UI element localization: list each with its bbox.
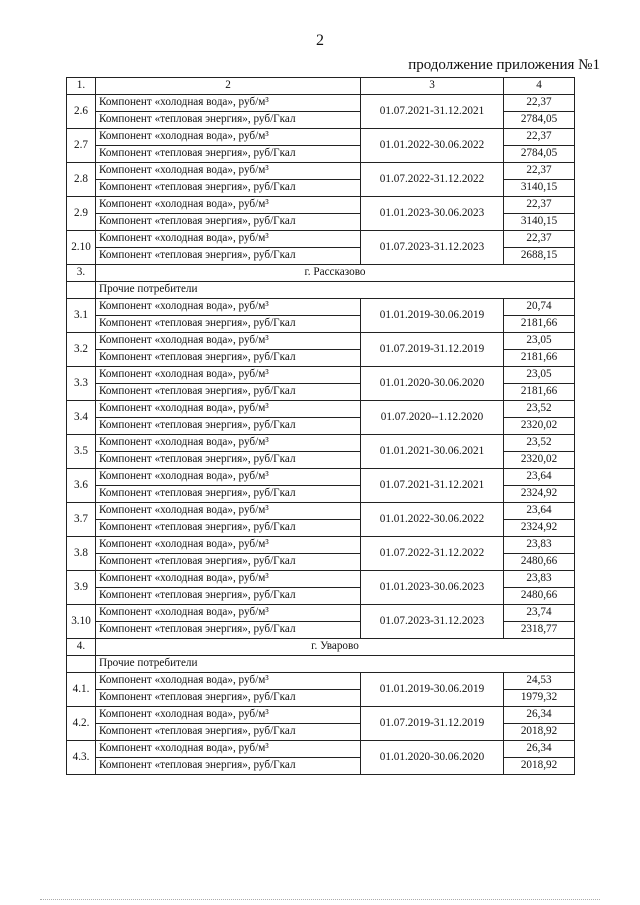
- heat-energy-value: 2018,92: [504, 724, 575, 741]
- cold-water-value: 20,74: [504, 299, 575, 316]
- heat-energy-label: Компонент «тепловая энергия», руб/Гкал: [96, 520, 361, 537]
- cold-water-value: 23,83: [504, 571, 575, 588]
- period: 01.07.2023-31.12.2023: [361, 605, 504, 639]
- cold-water-value: 22,37: [504, 197, 575, 214]
- period: 01.01.2021-30.06.2021: [361, 435, 504, 469]
- empty-cell: [67, 656, 96, 673]
- section-row: [67, 639, 575, 656]
- tariff-row-cold-water: [67, 367, 575, 384]
- tariff-row-cold-water: [67, 129, 575, 146]
- heat-energy-label: Компонент «тепловая энергия», руб/Гкал: [96, 248, 361, 265]
- heat-energy-value: 2320,02: [504, 452, 575, 469]
- heat-energy-value: 2324,92: [504, 520, 575, 537]
- item-number: 3.4: [67, 401, 96, 435]
- cold-water-label: Компонент «холодная вода», руб/м³: [96, 741, 361, 758]
- item-number: 3.10: [67, 605, 96, 639]
- cold-water-value: 23,64: [504, 469, 575, 486]
- page-number: 2: [316, 32, 324, 49]
- cold-water-label: Компонент «холодная вода», руб/м³: [96, 299, 361, 316]
- cold-water-label: Компонент «холодная вода», руб/м³: [96, 673, 361, 690]
- heat-energy-value: 1979,32: [504, 690, 575, 707]
- heat-energy-label: Компонент «тепловая энергия», руб/Гкал: [96, 350, 361, 367]
- section-number: 4.: [67, 639, 96, 656]
- period: 01.01.2019-30.06.2019: [361, 673, 504, 707]
- empty-cell: [67, 282, 96, 299]
- heat-energy-label: Компонент «тепловая энергия», руб/Гкал: [96, 758, 361, 775]
- cold-water-label: Компонент «холодная вода», руб/м³: [96, 571, 361, 588]
- tariff-table: [66, 77, 575, 775]
- item-number: 2.7: [67, 129, 96, 163]
- cold-water-label: Компонент «холодная вода», руб/м³: [96, 95, 361, 112]
- tariff-row-cold-water: [67, 605, 575, 622]
- heat-energy-label: Компонент «тепловая энергия», руб/Гкал: [96, 486, 361, 503]
- tariff-table-body: [67, 78, 575, 775]
- heat-energy-label: Компонент «тепловая энергия», руб/Гкал: [96, 724, 361, 741]
- cold-water-label: Компонент «холодная вода», руб/м³: [96, 605, 361, 622]
- heat-energy-value: 2018,92: [504, 758, 575, 775]
- period: 01.01.2020-30.06.2020: [361, 367, 504, 401]
- heat-energy-value: 3140,15: [504, 214, 575, 231]
- tariff-row-cold-water: [67, 231, 575, 248]
- cold-water-value: 23,05: [504, 367, 575, 384]
- item-number: 4.3.: [67, 741, 96, 775]
- tariff-row-cold-water: [67, 163, 575, 180]
- tariff-row-cold-water: [67, 673, 575, 690]
- cold-water-label: Компонент «холодная вода», руб/м³: [96, 435, 361, 452]
- appendix-continuation-heading: продолжение приложения №1: [408, 57, 600, 73]
- heat-energy-value: 2784,05: [504, 146, 575, 163]
- header-col-4: 4: [504, 78, 575, 95]
- heat-energy-label: Компонент «тепловая энергия», руб/Гкал: [96, 690, 361, 707]
- cold-water-label: Компонент «холодная вода», руб/м³: [96, 163, 361, 180]
- tariff-row-cold-water: [67, 537, 575, 554]
- cold-water-value: 23,52: [504, 401, 575, 418]
- tariff-row-cold-water: [67, 299, 575, 316]
- heat-energy-label: Компонент «тепловая энергия», руб/Гкал: [96, 316, 361, 333]
- tariff-row-cold-water: [67, 401, 575, 418]
- cold-water-label: Компонент «холодная вода», руб/м³: [96, 333, 361, 350]
- item-number: 2.10: [67, 231, 96, 265]
- period: 01.01.2023-30.06.2023: [361, 571, 504, 605]
- heat-energy-value: 2480,66: [504, 588, 575, 605]
- header-col-2: 2: [96, 78, 361, 95]
- period: 01.07.2019-31.12.2019: [361, 333, 504, 367]
- header-col-3: 3: [361, 78, 504, 95]
- item-number: 2.9: [67, 197, 96, 231]
- heat-energy-label: Компонент «тепловая энергия», руб/Гкал: [96, 384, 361, 401]
- tariff-row-cold-water: [67, 197, 575, 214]
- item-number: 2.8: [67, 163, 96, 197]
- period: 01.07.2023-31.12.2023: [361, 231, 504, 265]
- cold-water-value: 23,74: [504, 605, 575, 622]
- tariff-row-cold-water: [67, 469, 575, 486]
- item-number: 3.6: [67, 469, 96, 503]
- item-number: 3.1: [67, 299, 96, 333]
- item-number: 3.3: [67, 367, 96, 401]
- heat-energy-value: 2324,92: [504, 486, 575, 503]
- period: 01.07.2022-31.12.2022: [361, 163, 504, 197]
- period: 01.01.2022-30.06.2022: [361, 503, 504, 537]
- heat-energy-label: Компонент «тепловая энергия», руб/Гкал: [96, 418, 361, 435]
- item-number: 4.1.: [67, 673, 96, 707]
- header-col-1: 1.: [67, 78, 96, 95]
- section-row: [67, 265, 575, 282]
- cold-water-value: 22,37: [504, 129, 575, 146]
- consumer-category-row: [67, 282, 575, 299]
- heat-energy-label: Компонент «тепловая энергия», руб/Гкал: [96, 622, 361, 639]
- cold-water-label: Компонент «холодная вода», руб/м³: [96, 401, 361, 418]
- city-name: г. Рассказово: [96, 265, 575, 282]
- cold-water-label: Компонент «холодная вода», руб/м³: [96, 197, 361, 214]
- period: 01.01.2019-30.06.2019: [361, 299, 504, 333]
- tariff-row-cold-water: [67, 503, 575, 520]
- heat-energy-value: 2784,05: [504, 112, 575, 129]
- cold-water-value: 23,83: [504, 537, 575, 554]
- item-number: 4.2.: [67, 707, 96, 741]
- heat-energy-value: 2181,66: [504, 316, 575, 333]
- period: 01.07.2021-31.12.2021: [361, 469, 504, 503]
- cold-water-value: 26,34: [504, 707, 575, 724]
- heat-energy-value: 2181,66: [504, 384, 575, 401]
- consumer-category-row: [67, 656, 575, 673]
- cold-water-label: Компонент «холодная вода», руб/м³: [96, 367, 361, 384]
- consumer-category: Прочие потребители: [96, 282, 575, 299]
- cold-water-value: 22,37: [504, 231, 575, 248]
- heat-energy-label: Компонент «тепловая энергия», руб/Гкал: [96, 214, 361, 231]
- item-number: 2.6: [67, 95, 96, 129]
- heat-energy-label: Компонент «тепловая энергия», руб/Гкал: [96, 180, 361, 197]
- item-number: 3.8: [67, 537, 96, 571]
- period: 01.01.2022-30.06.2022: [361, 129, 504, 163]
- heat-energy-value: 2318,77: [504, 622, 575, 639]
- period: 01.07.2020--1.12.2020: [361, 401, 504, 435]
- period: 01.01.2023-30.06.2023: [361, 197, 504, 231]
- cold-water-label: Компонент «холодная вода», руб/м³: [96, 503, 361, 520]
- period: 01.07.2021-31.12.2021: [361, 95, 504, 129]
- cold-water-label: Компонент «холодная вода», руб/м³: [96, 129, 361, 146]
- tariff-row-cold-water: [67, 707, 575, 724]
- cold-water-label: Компонент «холодная вода», руб/м³: [96, 469, 361, 486]
- heat-energy-label: Компонент «тепловая энергия», руб/Гкал: [96, 588, 361, 605]
- heat-energy-label: Компонент «тепловая энергия», руб/Гкал: [96, 452, 361, 469]
- heat-energy-label: Компонент «тепловая энергия», руб/Гкал: [96, 554, 361, 571]
- heat-energy-label: Компонент «тепловая энергия», руб/Гкал: [96, 112, 361, 129]
- city-name: г. Уварово: [96, 639, 575, 656]
- cold-water-value: 24,53: [504, 673, 575, 690]
- item-number: 3.9: [67, 571, 96, 605]
- cold-water-value: 23,05: [504, 333, 575, 350]
- heat-energy-value: 2480,66: [504, 554, 575, 571]
- tariff-table-container: [66, 77, 575, 775]
- period: 01.07.2019-31.12.2019: [361, 707, 504, 741]
- heat-energy-value: 3140,15: [504, 180, 575, 197]
- cold-water-value: 26,34: [504, 741, 575, 758]
- consumer-category: Прочие потребители: [96, 656, 575, 673]
- header-row: [67, 78, 575, 95]
- item-number: 3.2: [67, 333, 96, 367]
- period: 01.07.2022-31.12.2022: [361, 537, 504, 571]
- heat-energy-value: 2688,15: [504, 248, 575, 265]
- cold-water-label: Компонент «холодная вода», руб/м³: [96, 537, 361, 554]
- tariff-row-cold-water: [67, 571, 575, 588]
- item-number: 3.5: [67, 435, 96, 469]
- cold-water-value: 23,64: [504, 503, 575, 520]
- scan-bottom-edge: [40, 899, 600, 903]
- section-number: 3.: [67, 265, 96, 282]
- tariff-row-cold-water: [67, 95, 575, 112]
- heat-energy-label: Компонент «тепловая энергия», руб/Гкал: [96, 146, 361, 163]
- tariff-row-cold-water: [67, 333, 575, 350]
- cold-water-value: 23,52: [504, 435, 575, 452]
- cold-water-label: Компонент «холодная вода», руб/м³: [96, 707, 361, 724]
- cold-water-value: 22,37: [504, 95, 575, 112]
- heat-energy-value: 2181,66: [504, 350, 575, 367]
- cold-water-label: Компонент «холодная вода», руб/м³: [96, 231, 361, 248]
- cold-water-value: 22,37: [504, 163, 575, 180]
- period: 01.01.2020-30.06.2020: [361, 741, 504, 775]
- tariff-row-cold-water: [67, 741, 575, 758]
- heat-energy-value: 2320,02: [504, 418, 575, 435]
- tariff-row-cold-water: [67, 435, 575, 452]
- item-number: 3.7: [67, 503, 96, 537]
